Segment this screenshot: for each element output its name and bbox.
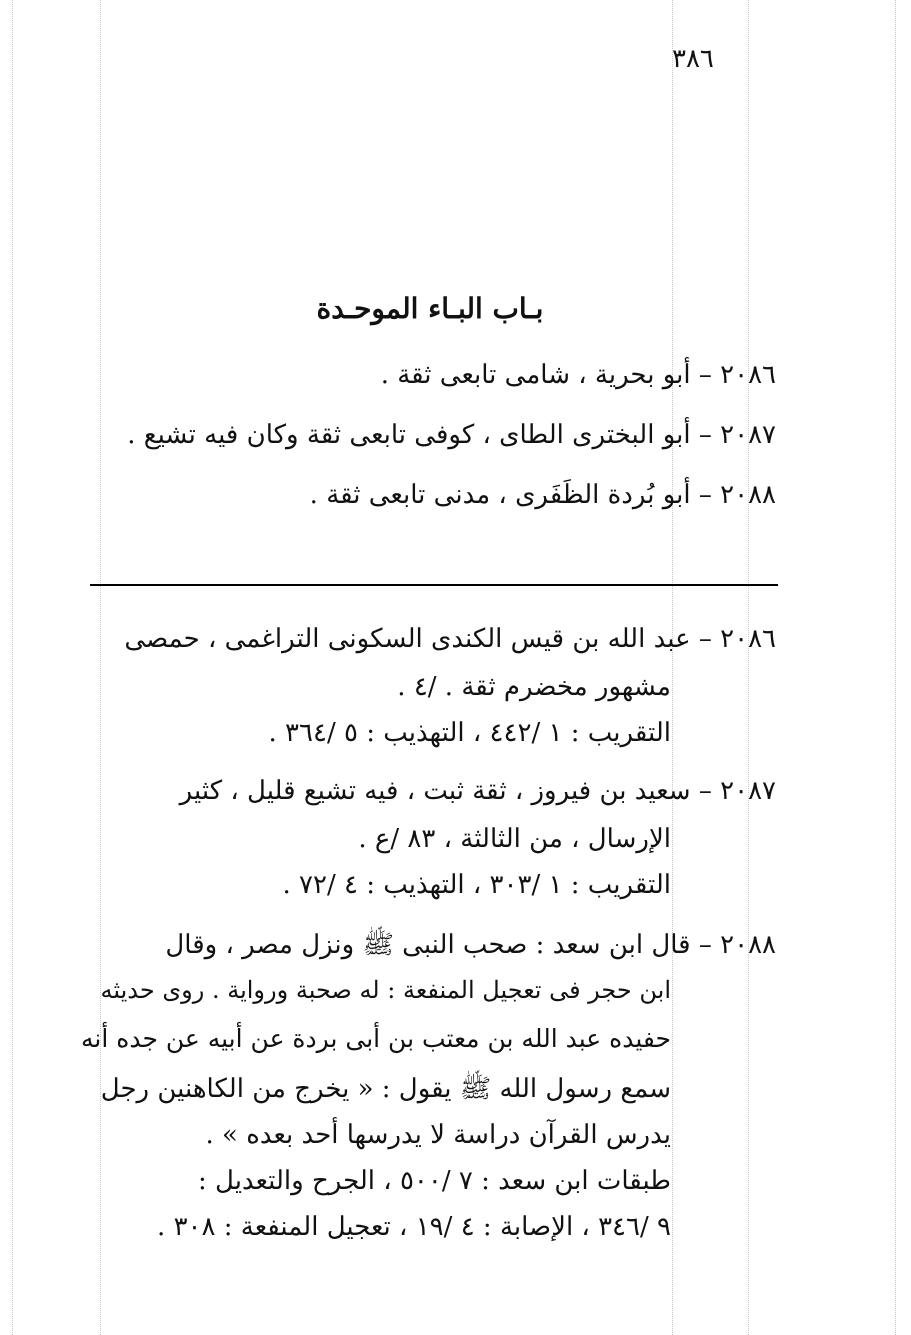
footnote-line: ٩ /٣٤٦ ، الإصابة : ٤ /١٩ ، تعجيل المنفعة : ٣٠٨ . — [157, 1212, 671, 1242]
footnote-line: مشهور مخضرم ثقة . /٤ . — [397, 672, 671, 702]
section-heading: بـاب البـاء الموحـدة — [316, 292, 544, 325]
footnote-number: ٢٠٨٦ — [720, 624, 776, 654]
entry-number: ٢٠٨٦ — [720, 360, 776, 390]
margin-guide — [895, 0, 896, 1335]
footnote-line: حفيده عبد الله بن معتب بن أبى بردة عن أبيه عن جده أنه — [80, 1024, 671, 1053]
main-entry: ٢٠٨٧ – أبو البخترى الطاى ، كوفى تابعى ثقة وكان فيه تشيع . — [127, 420, 776, 450]
footnote-divider — [90, 584, 778, 586]
main-entry: ٢٠٨٨ – أبو بُردة الظَفَرى ، مدنى تابعى ثقة . — [309, 480, 776, 510]
footnote-line: التقريب : ١ /٣٠٣ ، التهذيب : ٤ /٧٢ . — [282, 870, 671, 900]
margin-guide — [12, 0, 13, 1335]
margin-guide — [672, 0, 673, 1335]
entry-text: أبو بحرية ، شامى تابعى ثقة . — [380, 360, 691, 390]
footnote-line: ٢٠٨٨ – قال ابن سعد : صحب النبى ﷺ ونزل مصر ، وقال — [165, 930, 776, 960]
footnote-line: ابن حجر فى تعجيل المنفعة : له صحبة ورواية . روى حديثه — [100, 976, 671, 1004]
footnote-line: ٢٠٨٦ – عبد الله بن قيس الكندى السكونى التراغمى ، حمصى — [124, 624, 776, 654]
footnote-number: ٢٠٨٧ — [720, 776, 776, 806]
footnote-line: الإرسال ، من الثالثة ، ٨٣ /ع . — [358, 824, 671, 854]
margin-guide — [748, 0, 749, 1335]
footnote-text: سعيد بن فيروز ، ثقة ثبت ، فيه تشيع قليل ، كثير — [179, 776, 691, 806]
footnote-text: قال ابن سعد : صحب النبى ﷺ ونزل مصر ، وقال — [165, 930, 691, 960]
footnote-line: طبقات ابن سعد : ٧ /٥٠٠ ، الجرح والتعديل : — [198, 1166, 671, 1196]
entry-text: أبو البخترى الطاى ، كوفى تابعى ثقة وكان فيه تشيع . — [127, 420, 691, 450]
margin-guide — [100, 0, 101, 1335]
main-entry: ٢٠٨٦ – أبو بحرية ، شامى تابعى ثقة . — [380, 360, 776, 390]
footnote-line: يدرس القرآن دراسة لا يدرسها أحد بعده » . — [205, 1120, 671, 1150]
footnote-line: ٢٠٨٧ – سعيد بن فيروز ، ثقة ثبت ، فيه تشيع قليل ، كثير — [179, 776, 776, 806]
footnote-number: ٢٠٨٨ — [720, 930, 776, 960]
entry-text: أبو بُردة الظَفَرى ، مدنى تابعى ثقة . — [309, 480, 691, 510]
footnote-line: التقريب : ١ /٤٤٢ ، التهذيب : ٥ /٣٦٤ . — [268, 718, 671, 748]
page-number: ٣٨٦ — [672, 44, 714, 74]
entry-number: ٢٠٨٧ — [720, 420, 776, 450]
footnote-text: عبد الله بن قيس الكندى السكونى التراغمى ، حمصى — [124, 624, 691, 654]
footnote-line: سمع رسول الله ﷺ يقول : « يخرج من الكاهنين رجل — [100, 1074, 671, 1104]
entry-number: ٢٠٨٨ — [720, 480, 776, 510]
